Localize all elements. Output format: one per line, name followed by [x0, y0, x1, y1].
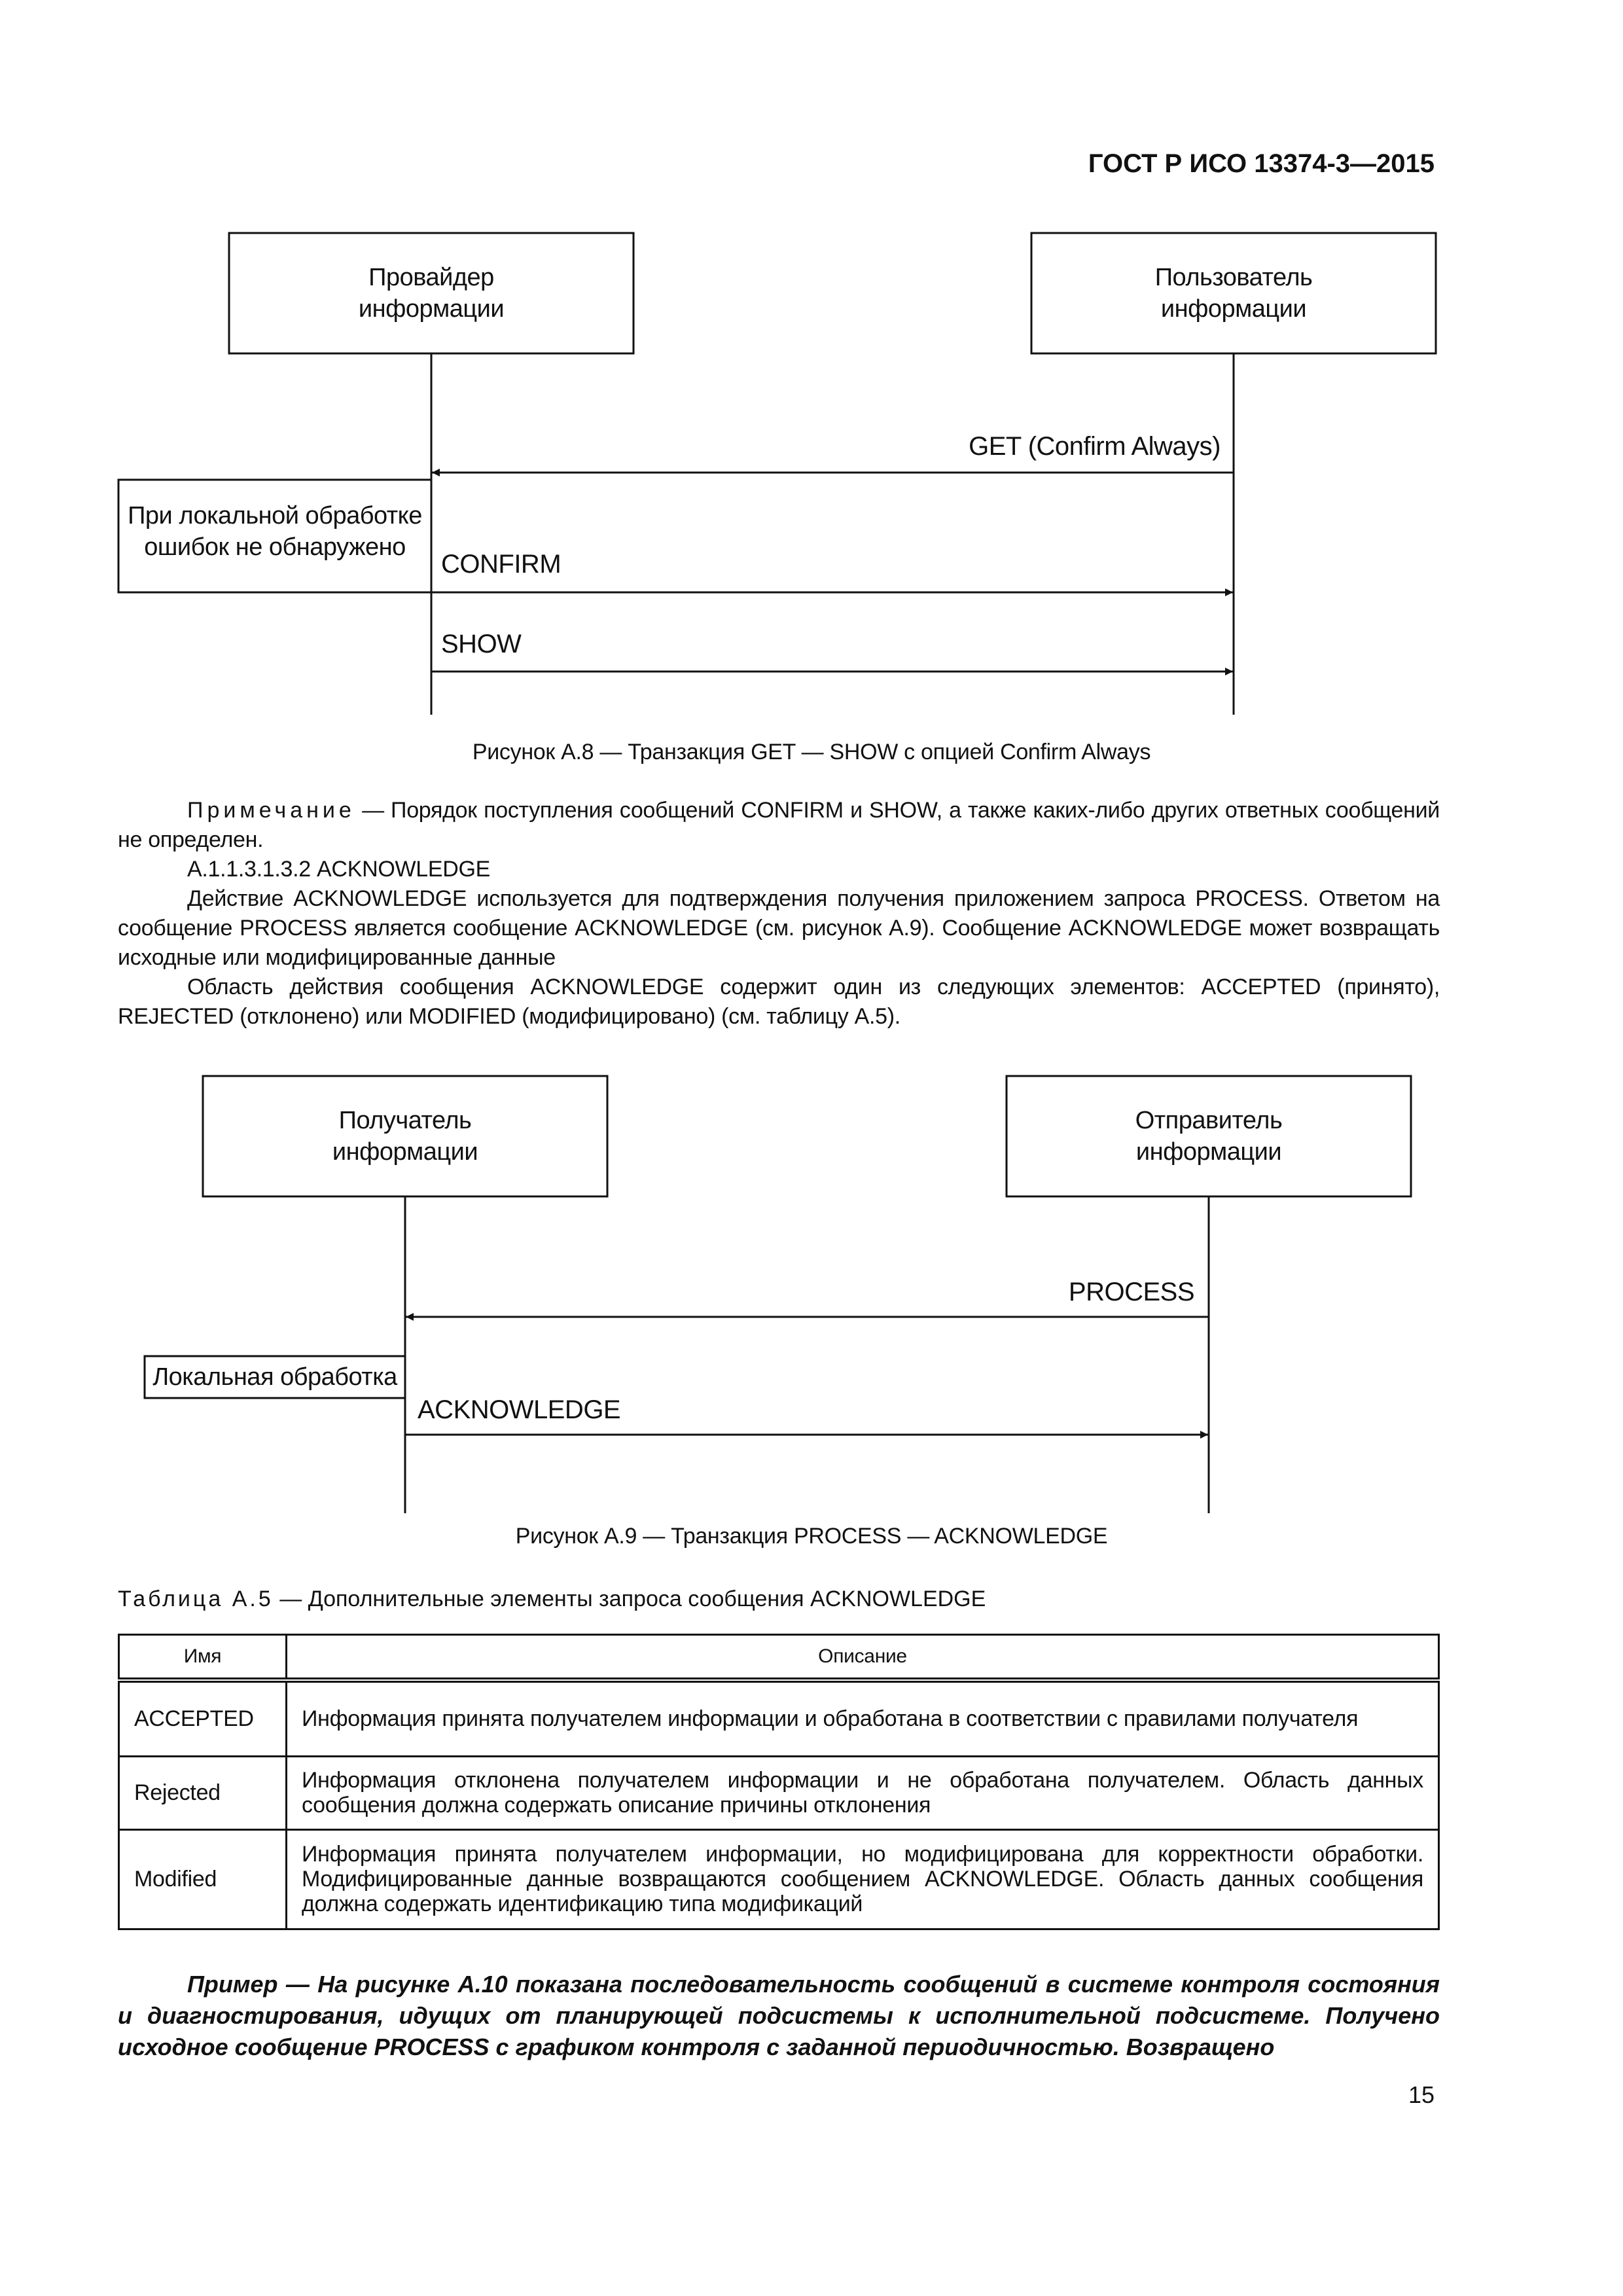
provider-label: Провайдер информации — [358, 264, 505, 323]
consumer-label: Пользователь информации — [1154, 264, 1313, 323]
table-row — [119, 1829, 1439, 1929]
note-text: — Порядок поступления сообщений CONFIRM и SHOW, а также каких-либо других ответных сообщений не определен. — [118, 798, 1440, 852]
row-name: Modified — [119, 1829, 287, 1929]
section-heading: А.1.1.3.1.3.2 ACKNOWLEDGE — [187, 857, 491, 882]
get-label: GET (Confirm Always) — [969, 432, 1221, 461]
section-paragraph-2: Область действия сообщения ACKNOWLEDGE содержит один из следующих элементов: ACCEPTED (принято), REJECTED (отклонено) или MODIFIED (модифицировано) (см. таблицу А.5). — [118, 975, 1440, 1029]
document-code: ГОСТ Р ИСО 13374-3—2015 — [1088, 149, 1435, 178]
table-title — [118, 1587, 986, 1612]
row-name: ACCEPTED — [119, 1680, 287, 1756]
row-name: Rejected — [119, 1756, 287, 1829]
body-text — [118, 796, 1440, 1031]
table-label: Таблица А.5 — [118, 1587, 274, 1611]
table-row — [119, 1756, 1439, 1829]
figure-a9-caption: Рисунок А.9 — Транзакция PROCESS — ACKNOWLEDGE — [515, 1524, 1108, 1549]
note-paragraph — [118, 796, 1440, 855]
local-processing-label: При локальной обработке ошибок не обнаружено — [128, 502, 422, 561]
ack-label: ACKNOWLEDGE — [418, 1395, 621, 1424]
figure-a9 — [0, 1047, 1623, 1525]
table-title-text: — Дополнительные элементы запроса сообщения ACKNOWLEDGE — [273, 1587, 986, 1611]
figure-a8-lines — [0, 0, 1623, 720]
header-description: Описание — [287, 1635, 1439, 1681]
table-a5 — [118, 1634, 1440, 1930]
table-row — [119, 1680, 1439, 1756]
process-label: PROCESS — [1068, 1278, 1194, 1306]
row-description: Информация отклонена получателем информации и не обработана получателем. Область данных сообщения должна содержать описание причины отклонения — [287, 1756, 1439, 1829]
receiver-label: Получатель информации — [332, 1107, 478, 1166]
sender-label: Отправитель информации — [1135, 1107, 1283, 1166]
show-label: SHOW — [441, 630, 522, 658]
local-label: Локальная обработка — [152, 1363, 397, 1391]
note-label: Примечание — [187, 798, 355, 823]
row-description: Информация принята получателем информации и обработана в соответствии с правилами получателя — [287, 1680, 1439, 1756]
figure-a8-caption: Рисунок А.8 — Транзакция GET — SHOW с опцией Confirm Always — [472, 740, 1151, 764]
table-header-row — [119, 1635, 1439, 1681]
figure-a8 — [0, 0, 1623, 720]
example-paragraph: Пример — На рисунке А.10 показана последовательность сообщений в системе контроля состояния и диагностирования, идущих от планирующей подсистемы к исполнительной подсистеме. Получено исходное сообщение PROCESS с графиком контроля с заданной периодичностью. Возвращено — [118, 1971, 1440, 2060]
row-description: Информация принята получателем информации, но модифицирована для корректности обработки. Модифицированные данные возвращаются сообщением ACKNOWLEDGE. Область данных сообщения должна содержать идентификацию типа модификаций — [287, 1829, 1439, 1929]
section-paragraph-1: Действие ACKNOWLEDGE используется для подтверждения получения приложением запроса PROCESS. Ответом на сообщение PROCESS является сообщение ACKNOWLEDGE (см. рисунок А.9). Сообщение ACKNOWLEDGE может возвращать исходные или модифицированные данные — [118, 886, 1440, 970]
page-number: 15 — [1408, 2081, 1435, 2108]
confirm-label: CONFIRM — [441, 550, 562, 579]
header-name: Имя — [119, 1635, 287, 1681]
